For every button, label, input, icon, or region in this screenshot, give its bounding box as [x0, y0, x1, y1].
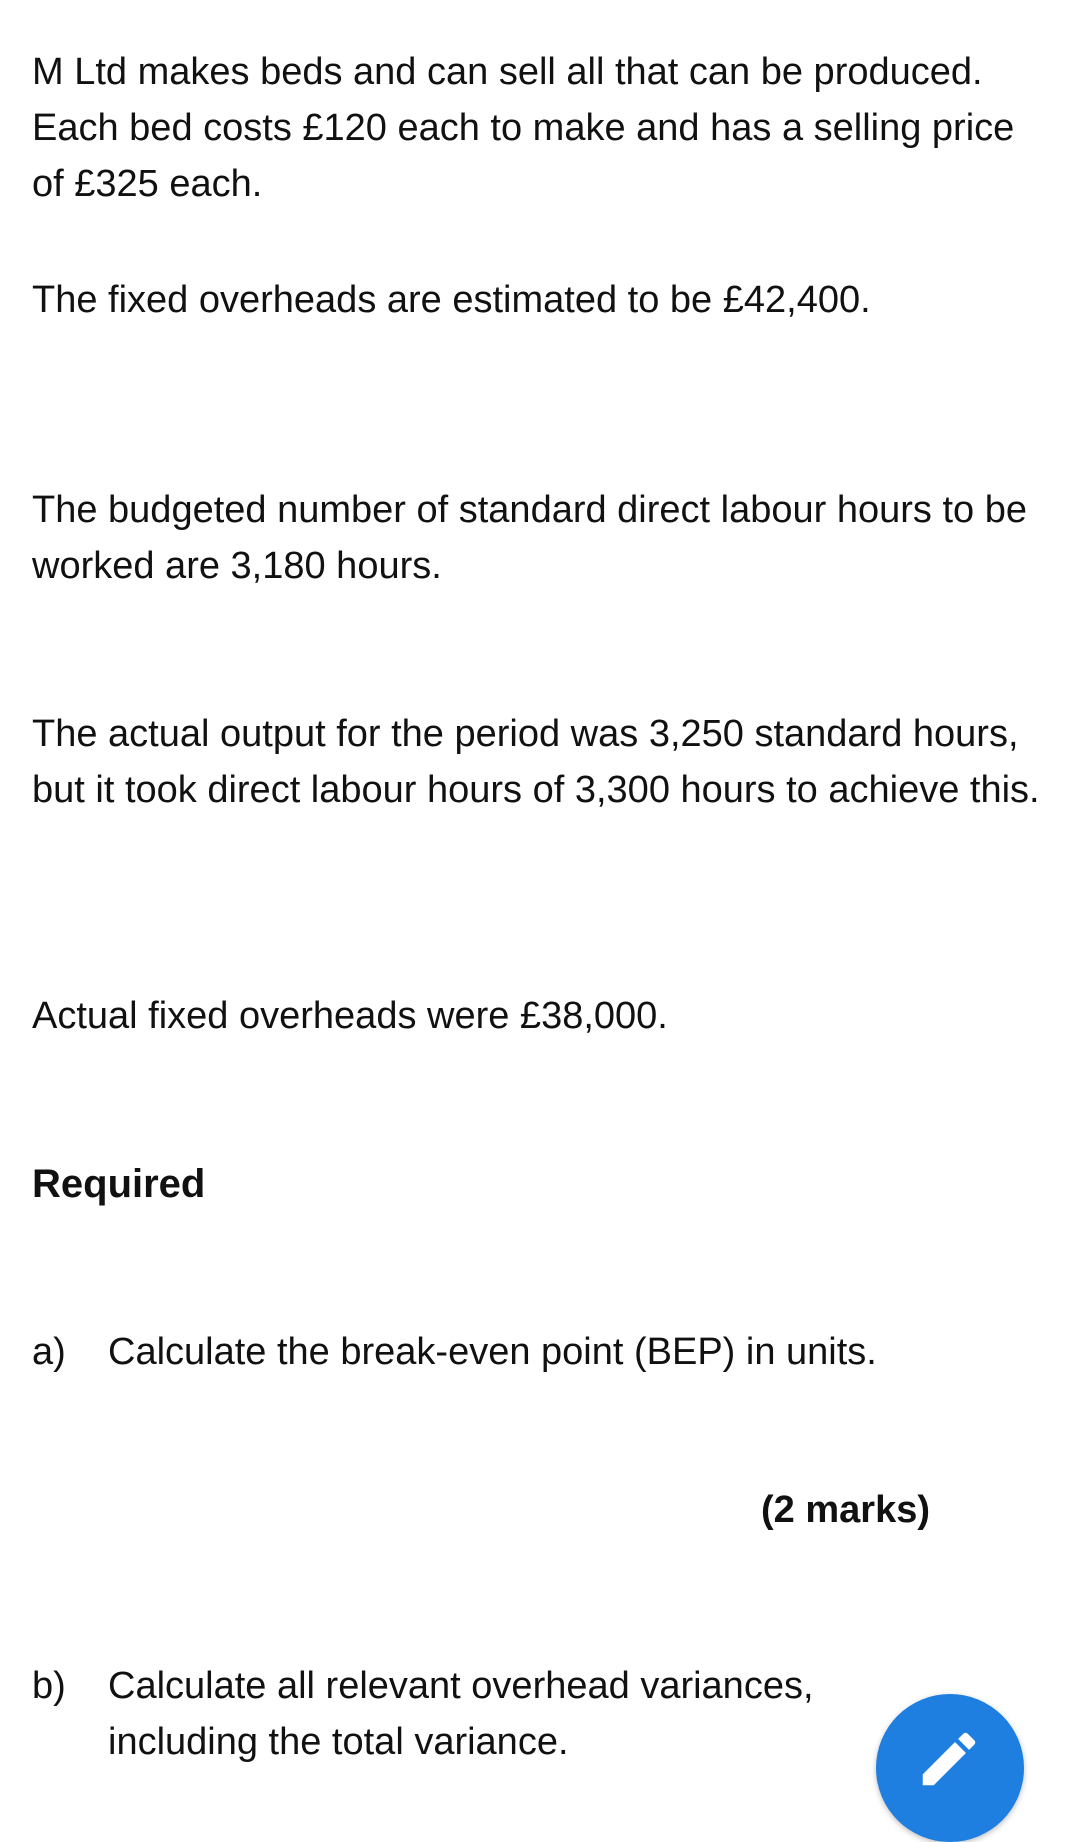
budgeted-hours-paragraph: The budgeted number of standard direct labour hours to be worked are 3,180 hours. — [32, 489, 1027, 587]
question-b-letter: b) — [32, 1665, 66, 1707]
edit-fab-button[interactable] — [876, 1694, 1024, 1842]
actual-overheads-paragraph: Actual fixed overheads were £38,000. — [32, 995, 668, 1037]
question-a-letter: a) — [32, 1331, 66, 1373]
required-heading: Required — [32, 1162, 206, 1206]
question-a-marks: (2 marks) — [761, 1489, 930, 1531]
intro-paragraph: M Ltd makes beds and can sell all that can be produced. Each bed costs £120 each to make and has a selling price of £325 each. — [32, 51, 1015, 205]
actual-output-paragraph: The actual output for the period was 3,250 standard hours, but it took direct labour hours of 3,300 hours to achieve this. — [32, 713, 1040, 811]
question-a-text: Calculate the break-even point (BEP) in units. — [108, 1331, 877, 1373]
fixed-overheads-paragraph: The fixed overheads are estimated to be £42,400. — [32, 279, 871, 321]
question-b-text: Calculate all relevant overhead variances, including the total variance. — [108, 1665, 814, 1763]
pencil-icon — [914, 1724, 984, 1794]
